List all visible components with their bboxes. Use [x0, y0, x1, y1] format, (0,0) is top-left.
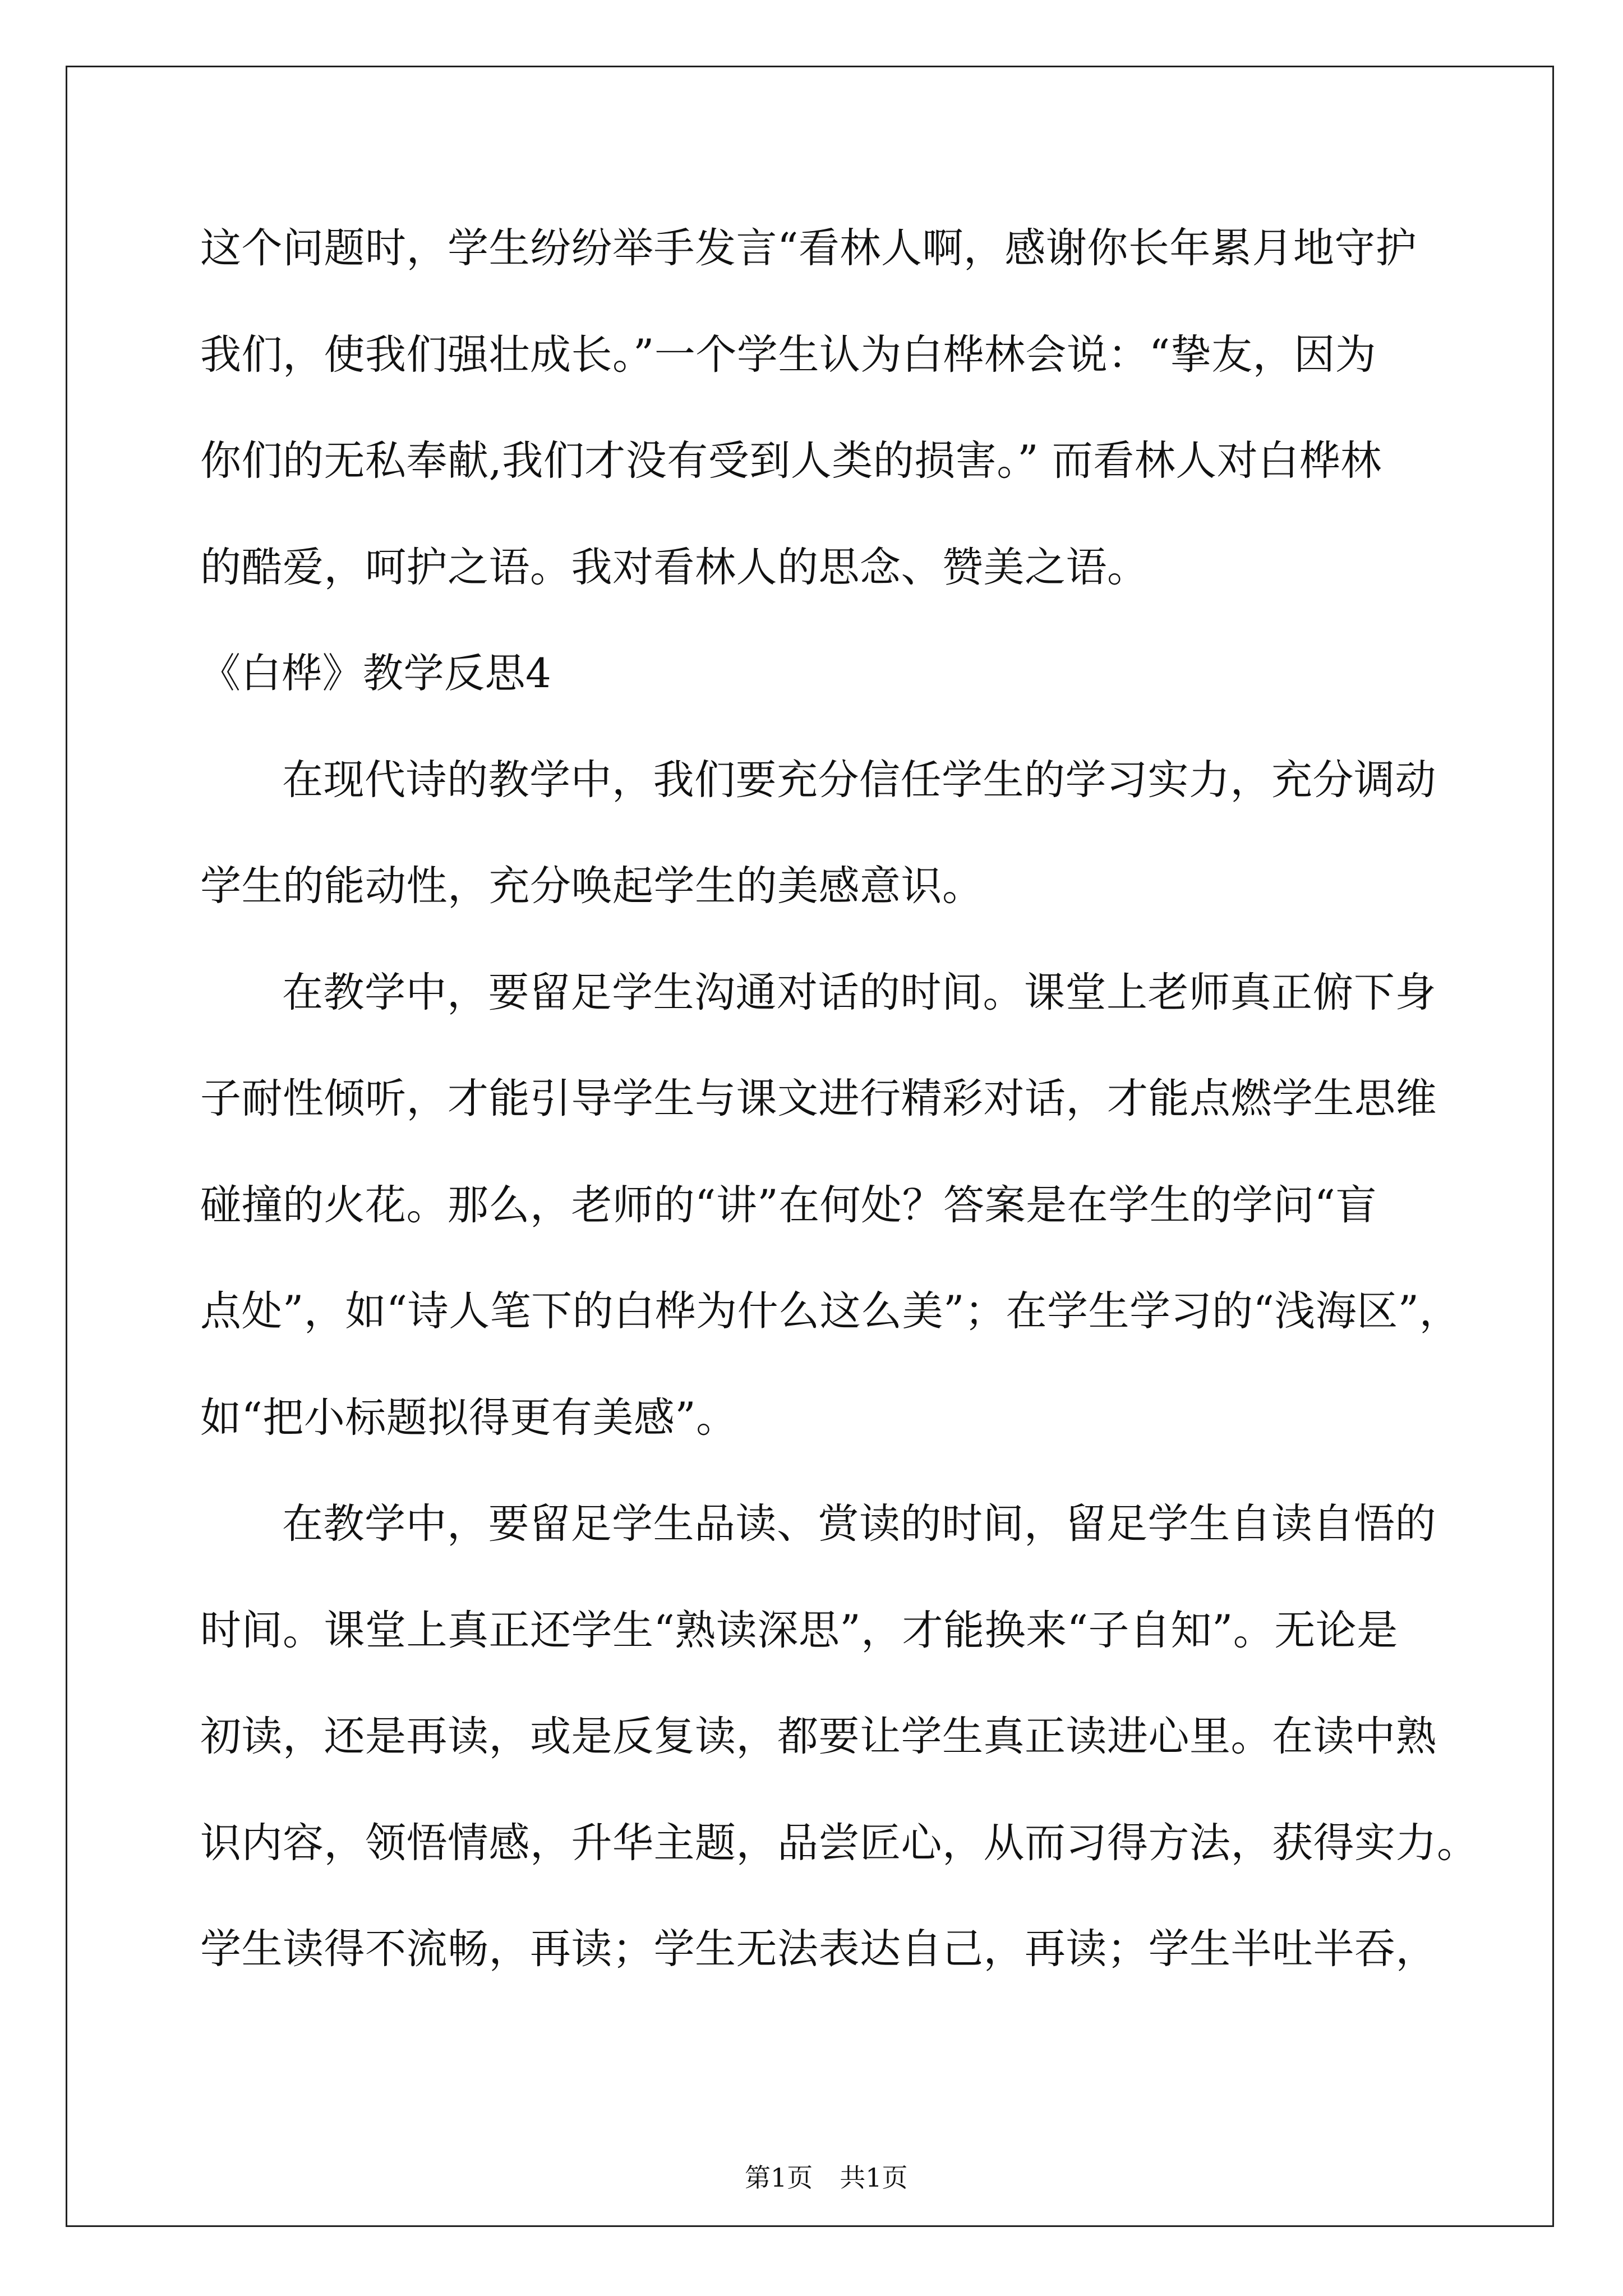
paragraph-line: 子耐性倾听，才能引导学生与课文进行精彩对话，才能点燃学生思维: [200, 1075, 1437, 1122]
paragraph-line: 学生读得不流畅，再读；学生无法表达自己，再读；学生半吐半吞，: [200, 1925, 1437, 1973]
paragraph-line: 学生的能动性，充分唤起学生的美感意识。: [200, 862, 984, 910]
paragraph-line: 时间。课堂上真正还学生“熟读深思”，才能换来“子自知”。无论是: [200, 1606, 1398, 1654]
paragraph-line: 在教学中，要留足学生品读、赏读的时间，留足学生自读自悟的: [282, 1500, 1436, 1548]
paragraph-line: 我们，使我们强壮成长。”一个学生认为白桦林会说：“挚友，因为: [200, 330, 1377, 379]
paragraph-line: 在现代诗的教学中，我们要充分信任学生的学习实力，充分调动: [282, 756, 1436, 804]
paragraph-line: 这个问题时，学生纷纷举手发言“看林人啊，感谢你长年累月地守护: [200, 224, 1417, 272]
continued-paragraph: [200, 195, 1524, 620]
paragraph-line: 点处”，如“诗人笔下的白桦为什么这么美”；在学生学习的“浅海区”，: [200, 1287, 1461, 1335]
page-footer: [66, 2127, 1554, 2228]
page-number: 第1页: [744, 2162, 813, 2193]
document-body: [200, 195, 1524, 2003]
page-total: 共1页: [840, 2162, 908, 2193]
paragraph-line: 识内容，领悟情感，升华主题，品尝匠心，从而习得方法，获得实力。: [200, 1819, 1478, 1867]
paragraph-line: 如“把小标题拟得更有美感”。: [200, 1393, 737, 1442]
paragraph-line: 在教学中，要留足学生沟通对话的时间。课堂上老师真正俯下身: [282, 968, 1436, 1016]
paragraph-1: [200, 727, 1524, 940]
paragraph-line: 的酷爱，呵护之语。我对看林人的思念、赞美之语。: [200, 543, 1149, 591]
paragraph-3: [200, 1471, 1524, 2003]
paragraph-2: [200, 940, 1524, 1471]
paragraph-line: 初读，还是再读，或是反复读，都要让学生真正读进心里。在读中熟: [200, 1713, 1437, 1760]
section-heading: 《白桦》教学反思4: [200, 650, 552, 697]
paragraph-line: 碰撞的火花。那么，老师的“讲”在何处？答案是在学生的学问“盲: [200, 1181, 1377, 1229]
paragraph-line: 你们的无私奉献,我们才没有受到人类的损害。” 而看林人对白桦林: [200, 437, 1382, 485]
